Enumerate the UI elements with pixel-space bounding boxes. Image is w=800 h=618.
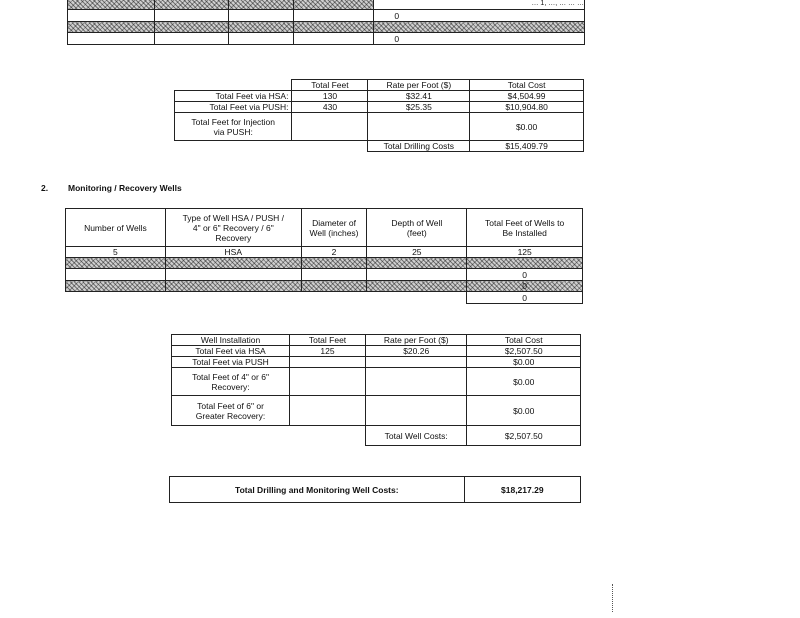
header-depth: Depth of Well (feet) — [367, 209, 467, 247]
top-grid — [67, 0, 585, 45]
top-grid-row — [68, 22, 585, 33]
cell-type: HSA — [165, 247, 301, 258]
table-row — [66, 292, 583, 304]
row-cost: $0.00 — [467, 368, 581, 396]
row-cost: $2,507.50 — [467, 346, 581, 357]
wells-table — [65, 208, 583, 304]
row-label: Total Feet of 4" or 6" Recovery: — [172, 368, 290, 396]
row-feet — [292, 113, 368, 141]
cell-diameter: 2 — [301, 247, 367, 258]
table-row — [66, 281, 583, 292]
clipped-text: … 1, …, … … … — [374, 0, 585, 10]
grand-total-label: Total Drilling and Monitoring Well Costs: — [170, 477, 465, 503]
row-label: Total Feet via PUSH — [172, 357, 290, 368]
row-rate: $25.35 — [368, 102, 470, 113]
header-total-feet: Total Feet — [292, 80, 368, 91]
table-header-row — [66, 209, 583, 247]
row-cost: $10,904.80 — [470, 102, 584, 113]
header-well-installation: Well Installation — [172, 335, 290, 346]
row-rate — [365, 368, 467, 396]
header-diameter: Diameter of Well (inches) — [301, 209, 367, 247]
row-feet: 130 — [292, 91, 368, 102]
row-feet — [290, 368, 366, 396]
grand-total-table — [169, 476, 581, 503]
table-row — [175, 102, 584, 113]
row-rate — [368, 113, 470, 141]
drilling-cost-table — [174, 79, 584, 152]
total-well-value: $2,507.50 — [467, 426, 581, 446]
header-rate: Rate per Foot ($) — [368, 80, 470, 91]
top-grid-row — [68, 0, 585, 10]
table-row — [172, 357, 581, 368]
cell-total: 0 — [467, 281, 583, 292]
cell-number: 5 — [66, 247, 166, 258]
row-feet — [290, 357, 366, 368]
cell-depth: 25 — [367, 247, 467, 258]
header-total-feet: Total Feet — [290, 335, 366, 346]
total-drilling-label: Total Drilling Costs — [368, 141, 470, 152]
row-feet: 430 — [292, 102, 368, 113]
row-label: Total Feet of 6" or Greater Recovery: — [172, 396, 290, 426]
header-type-of-well: Type of Well HSA / PUSH / 4" or 6" Recovery / 6" Recovery — [165, 209, 301, 247]
row-label: Total Feet via HSA: — [175, 91, 292, 102]
grand-total-row — [170, 477, 581, 503]
table-row — [175, 91, 584, 102]
cell-total: 0 — [467, 269, 583, 281]
table-row — [175, 113, 584, 141]
table-header-row — [172, 335, 581, 346]
header-total-feet-wells: Total Feet of Wells to Be Installed — [467, 209, 583, 247]
row-rate — [365, 357, 467, 368]
top-grid-row — [68, 10, 585, 22]
row-feet: 125 — [290, 346, 366, 357]
section-title: Monitoring / Recovery Wells — [68, 183, 182, 193]
table-row — [66, 247, 583, 258]
header-rate: Rate per Foot ($) — [365, 335, 467, 346]
row-label: Total Feet via PUSH: — [175, 102, 292, 113]
well-installation-table — [171, 334, 581, 446]
header-total-cost: Total Cost — [467, 335, 581, 346]
row-cost: $4,504.99 — [470, 91, 584, 102]
row-rate: $32.41 — [368, 91, 470, 102]
total-well-label: Total Well Costs: — [365, 426, 467, 446]
table-row — [172, 396, 581, 426]
cell-total: 125 — [467, 247, 583, 258]
table-row — [172, 346, 581, 357]
top-grid-value: 0 — [374, 33, 585, 45]
row-cost: $0.00 — [467, 396, 581, 426]
row-label: Total Feet for Injection via PUSH: — [175, 113, 292, 141]
section-heading — [41, 183, 182, 193]
cell-total: 0 — [467, 292, 583, 304]
scan-artifact-line — [612, 584, 613, 612]
row-cost: $0.00 — [467, 357, 581, 368]
row-cost: $0.00 — [470, 113, 584, 141]
row-rate: $20.26 — [365, 346, 467, 357]
table-header-row — [175, 80, 584, 91]
total-drilling-value: $15,409.79 — [470, 141, 584, 152]
table-row — [172, 368, 581, 396]
row-label: Total Feet via HSA — [172, 346, 290, 357]
total-row — [175, 141, 584, 152]
section-number: 2. — [41, 183, 49, 193]
grand-total-value: $18,217.29 — [464, 477, 580, 503]
header-number-of-wells: Number of Wells — [66, 209, 166, 247]
table-row — [66, 269, 583, 281]
top-grid-row — [68, 33, 585, 45]
row-feet — [290, 396, 366, 426]
row-rate — [365, 396, 467, 426]
top-grid-value: 0 — [374, 10, 585, 22]
header-total-cost: Total Cost — [470, 80, 584, 91]
table-row — [66, 258, 583, 269]
total-row — [172, 426, 581, 446]
